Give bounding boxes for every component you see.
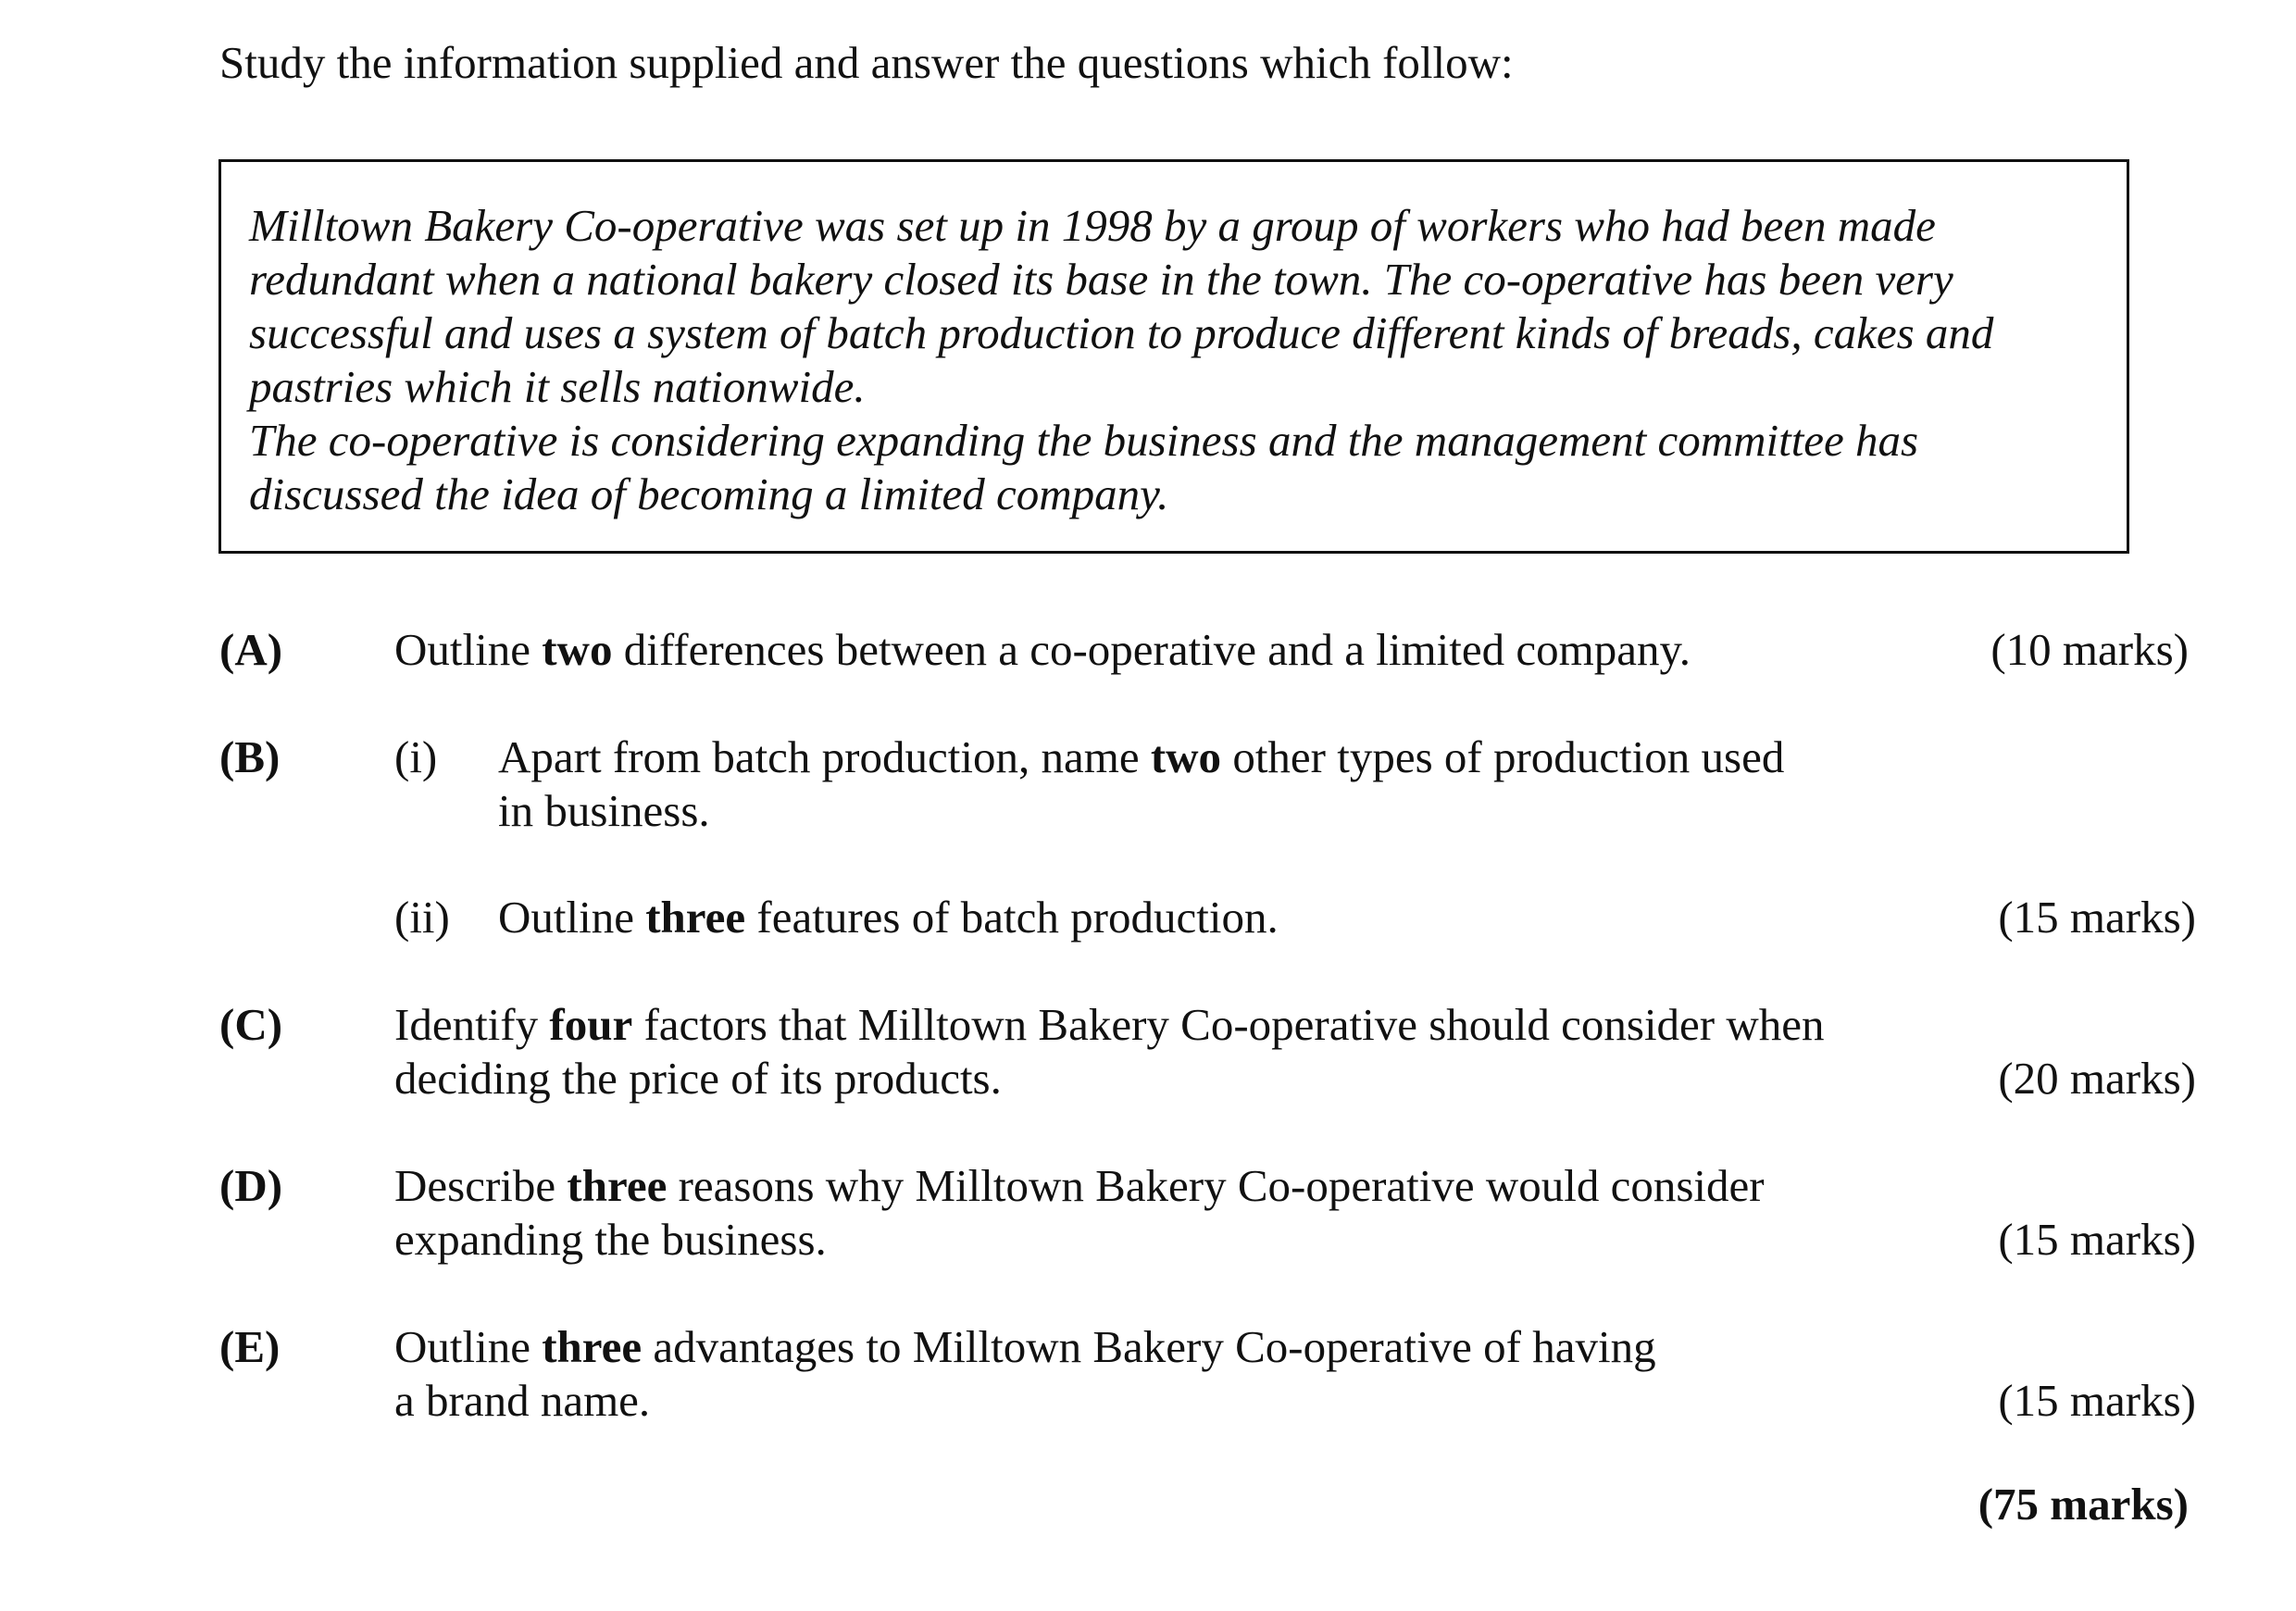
question-a-marks: (10 marks): [1990, 624, 2189, 675]
question-c-marks: (20 marks): [1998, 1053, 2196, 1104]
question-d-label: (D): [219, 1160, 283, 1211]
question-b-i-line: [498, 731, 1784, 784]
total-marks: (75 marks): [1978, 1479, 2189, 1530]
emphasis: three: [567, 1160, 668, 1211]
emphasis: two: [1150, 731, 1222, 782]
emphasis: three: [542, 1321, 643, 1372]
question-a-line: [394, 623, 1691, 677]
case-study-line: pastries which it sells nationwide.: [249, 361, 866, 412]
question-e-text: [394, 1320, 1656, 1428]
question-a-label: (A): [219, 624, 283, 675]
case-study-line: redundant when a national bakery closed its base in the town. The co-operative has been very: [249, 254, 1953, 305]
question-d-text: [394, 1159, 1765, 1267]
question-b-i-label: (i): [394, 731, 438, 782]
question-d-line: [394, 1159, 1765, 1213]
text-run: Apart from batch production, name: [498, 731, 1151, 782]
instructions: Study the information supplied and answer the questions which follow:: [219, 37, 1514, 88]
question-e-line: a brand name.: [394, 1375, 651, 1426]
case-study-line: The co-operative is considering expanding the business and the management committee has: [249, 415, 1919, 466]
text-run: factors that Milltown Bakery Co-operative should consider when: [632, 999, 1825, 1050]
question-d-marks: (15 marks): [1998, 1214, 2196, 1265]
case-study-line: discussed the idea of becoming a limited company.: [249, 468, 1169, 519]
text-run: features of batch production.: [745, 892, 1279, 943]
emphasis: two: [542, 624, 613, 675]
question-d-line: expanding the business.: [394, 1214, 827, 1265]
text-run: differences between a co-operative and a limited company.: [612, 624, 1691, 675]
question-b-ii-label: (ii): [394, 892, 450, 943]
question-e-marks: (15 marks): [1998, 1375, 2196, 1426]
question-b-ii-text: [498, 891, 1279, 944]
question-c-label: (C): [219, 999, 283, 1050]
text-run: Outline: [498, 892, 646, 943]
case-study-text: [249, 199, 2110, 521]
question-c-line: deciding the price of its products.: [394, 1053, 1002, 1104]
text-run: Outline: [394, 624, 543, 675]
question-c-line: [394, 998, 1825, 1052]
emphasis: three: [645, 892, 746, 943]
case-study-box: [218, 159, 2129, 554]
question-b-label: (B): [219, 731, 281, 782]
text-run: advantages to Milltown Bakery Co-operative of having: [642, 1321, 1656, 1372]
question-b-i-line: in business.: [498, 785, 710, 836]
question-c-text: [394, 998, 1825, 1105]
question-e-label: (E): [219, 1321, 281, 1372]
question-e-line: [394, 1320, 1656, 1374]
question-b-ii-line: [498, 891, 1279, 944]
text-run: Identify: [394, 999, 550, 1050]
case-study-line: Milltown Bakery Co-operative was set up in 1998 by a group of workers who had been made: [249, 200, 1936, 251]
text-run: Describe: [394, 1160, 568, 1211]
question-b-i-text: [498, 731, 1784, 838]
case-study-line: successful and uses a system of batch production to produce different kinds of breads, cakes and: [249, 307, 1994, 358]
question-a-text: [394, 623, 1691, 677]
text-run: Outline: [394, 1321, 543, 1372]
emphasis: four: [549, 999, 633, 1050]
text-run: reasons why Milltown Bakery Co-operative would consider: [667, 1160, 1765, 1211]
text-run: other types of production used: [1221, 731, 1785, 782]
question-b-marks: (15 marks): [1998, 892, 2196, 943]
